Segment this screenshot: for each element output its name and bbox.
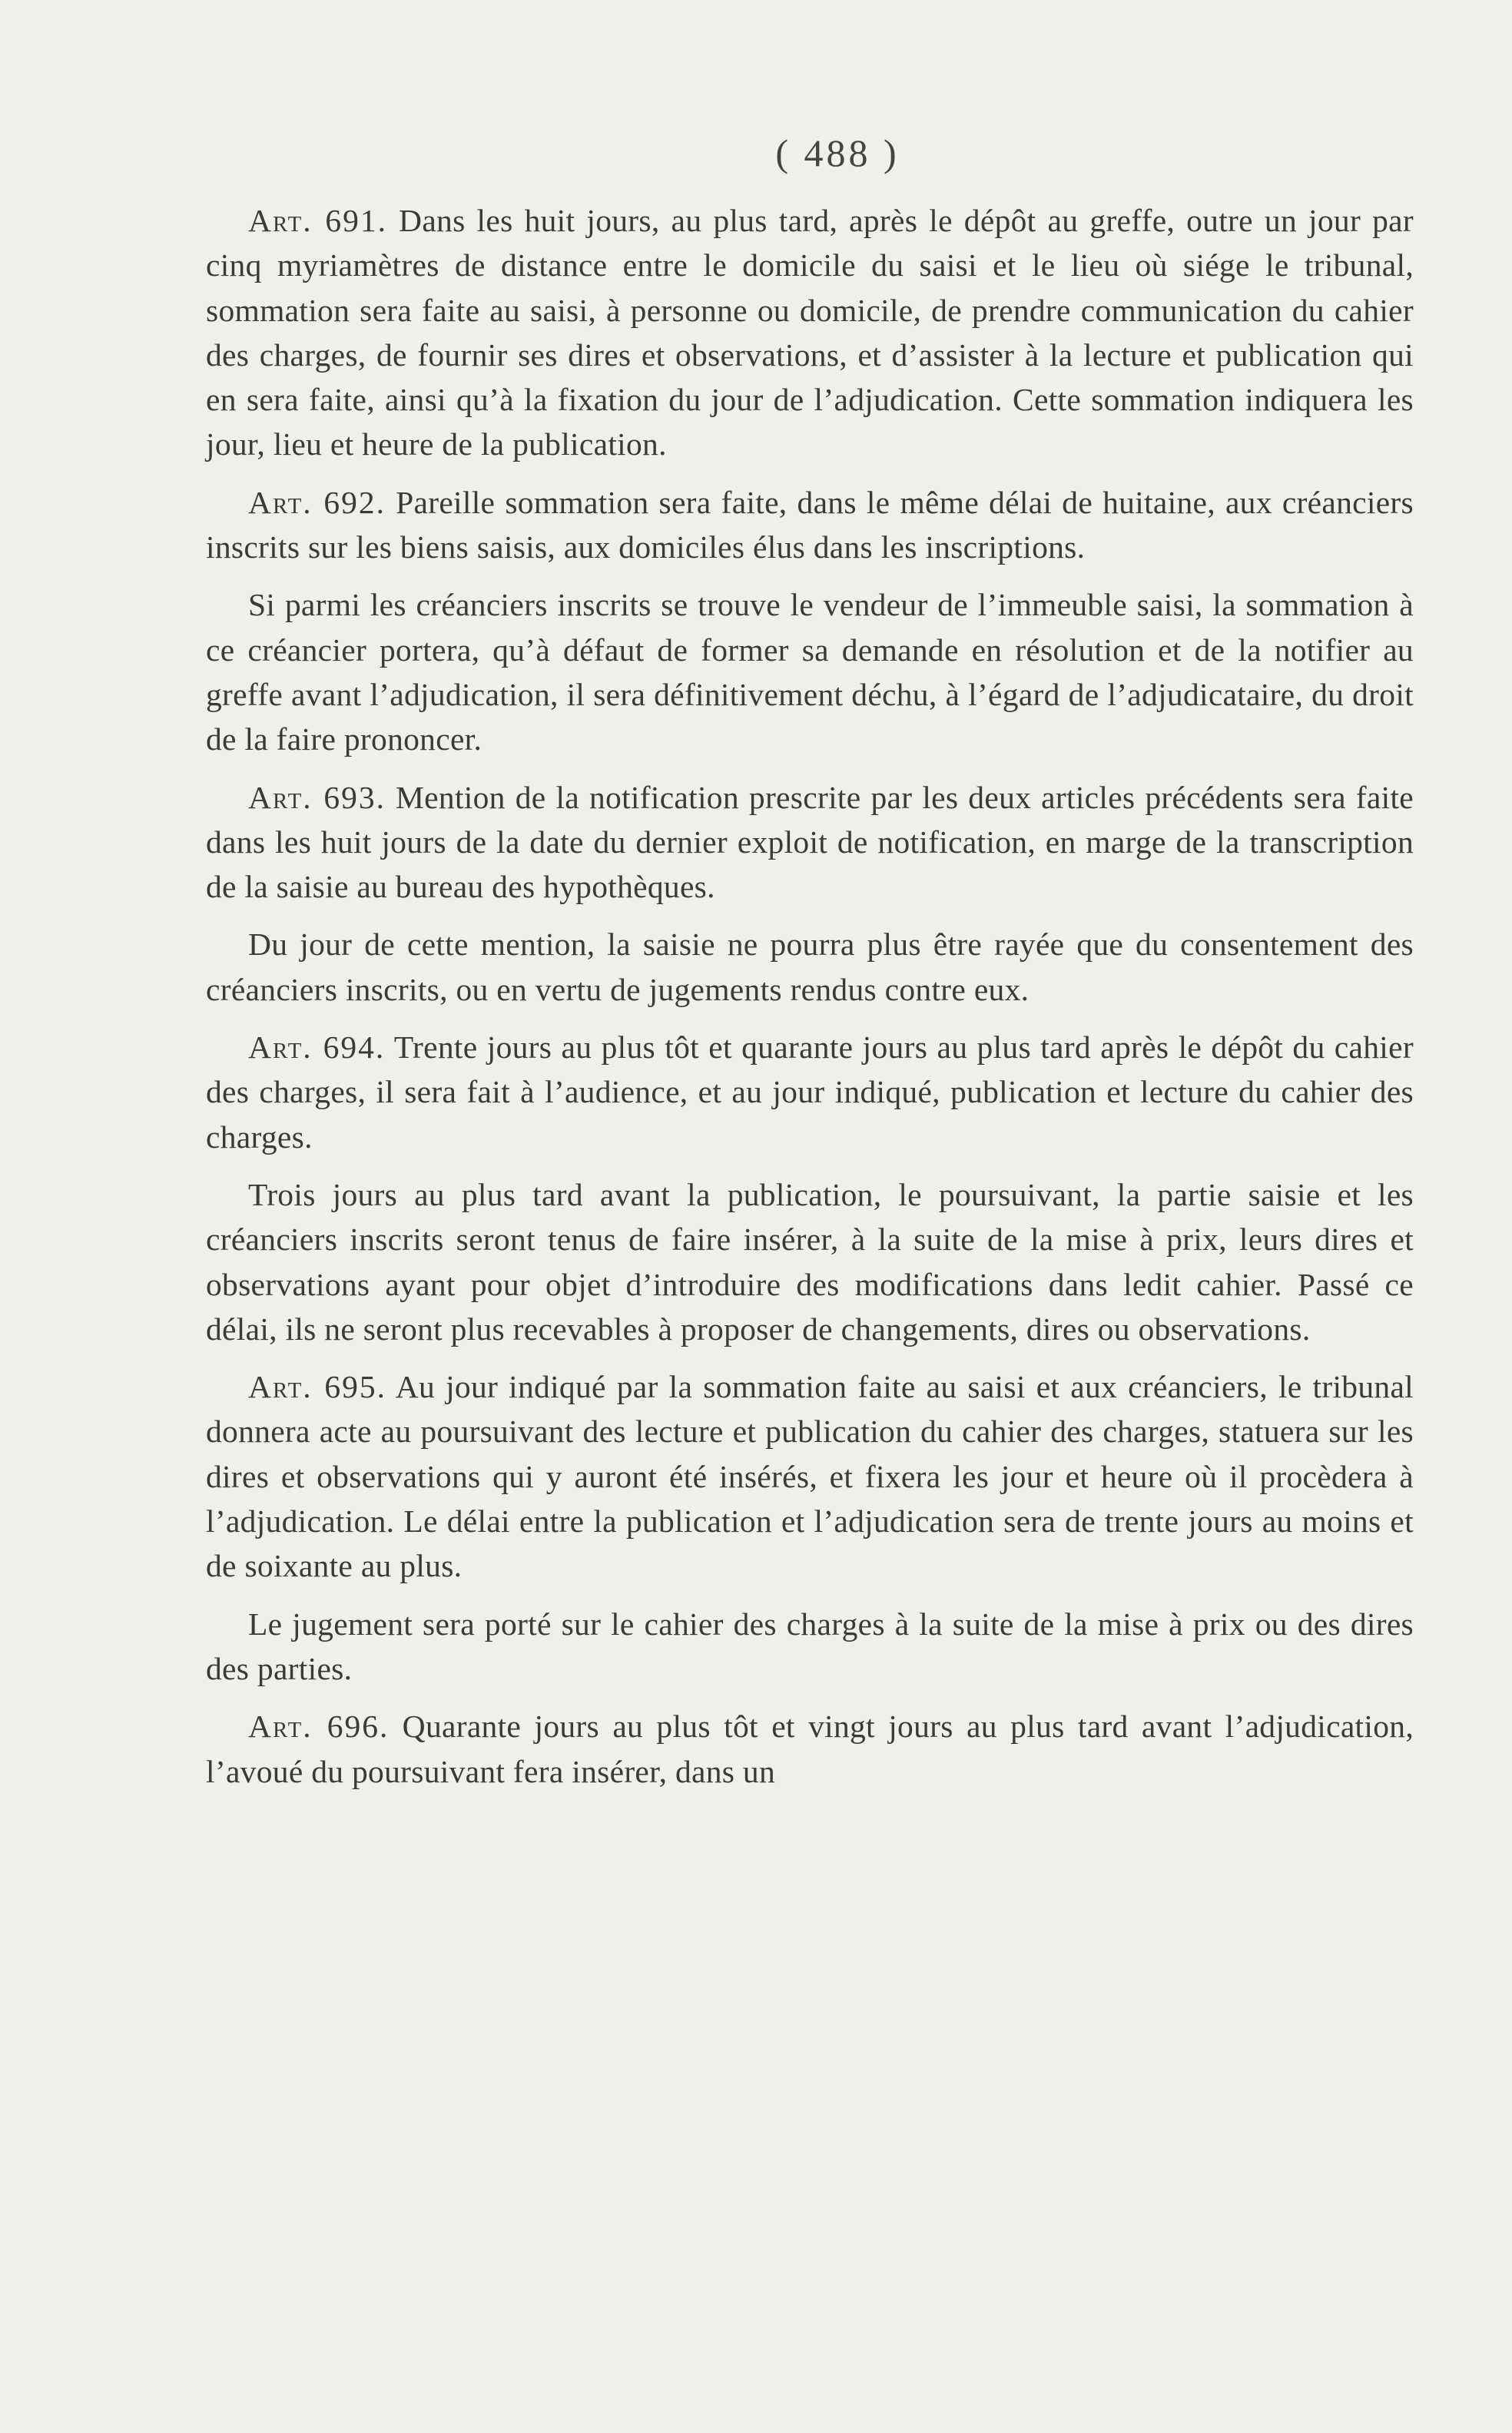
body-text — [206, 198, 1414, 1807]
paragraph-text: Dans les huit jours, au plus tard, après le dépôt au greffe, outre un jour par cinq myriamètres de distance entre le domicile du saisi et le lieu où siége le tribunal, sommation sera faite au saisi, à personne ou domicile, de prendre communication du cahier des charges, de fournir ses dires et observations, et d’assister à la lecture et publication qui en sera faite, ainsi qu’à la fixation du jour de l’adjudication. Cette sommation indiquera les jour, lieu et heure de la publication. — [206, 203, 1414, 462]
paragraph-art-694-continued — [206, 1172, 1414, 1351]
paragraph-text: Du jour de cette mention, la saisie ne pourra plus être rayée que du consentement des créanciers inscrits, ou en vertu de jugements rendus contre eux. — [206, 926, 1414, 1007]
paragraph-art-696 — [206, 1704, 1414, 1794]
paragraph-text: Trois jours au plus tard avant la publication, le poursuivant, la partie saisie et les créanciers inscrits seront tenus de faire insérer, à la suite de la mise à prix, leurs dires et observations ayant pour objet d’introduire des modifications dans ledit cahier. Passé ce délai, ils ne seront plus recevables à proposer de changements, dires ou observations. — [206, 1176, 1414, 1347]
paragraph-text: Quarante jours au plus tôt et vingt jours au plus tard avant l’adjudication, l’avoué du poursuivant fera insérer, dans un — [206, 1709, 1414, 1789]
paragraph-text: Trente jours au plus tôt et quarante jours au plus tard après le dépôt du cahier des charges, il sera fait à l’audience, et au jour indiqué, publication et lecture du cahier des charges. — [206, 1029, 1414, 1155]
article-label: Art. 694. — [248, 1029, 386, 1066]
article-label: Art. 691. — [248, 203, 388, 238]
article-label: Art. 692. — [248, 484, 386, 520]
paragraph-text: Pareille sommation sera faite, dans le même délai de huitaine, aux créanciers inscrits sur les biens saisis, aux domiciles élus dans les inscriptions. — [206, 484, 1414, 565]
paragraph-art-691 — [206, 198, 1414, 467]
paragraph-art-693 — [206, 775, 1414, 910]
article-label: Art. 696. — [248, 1709, 390, 1745]
paragraph-art-695-continued — [206, 1602, 1414, 1692]
paragraph-text: Au jour indiqué par la sommation faite au saisi et aux créanciers, le tribunal donnera acte au poursuivant des lecture et publication du cahier des charges, statuera sur les dires et observations qui y auront été insérés, et fixera les jour et heure où il procèdera à l’adjudication. Le délai entre la publication et l’adjudication sera de trente jours au moins et de soixante au plus. — [206, 1369, 1414, 1584]
paragraph-text: Le jugement sera porté sur le cahier des charges à la suite de la mise à prix ou des dires des parties. — [206, 1606, 1414, 1686]
page-number: ( 488 ) — [775, 131, 900, 174]
paragraph-art-694 — [206, 1025, 1414, 1159]
paragraph-art-695 — [206, 1364, 1414, 1588]
paragraph-art-692 — [206, 480, 1414, 570]
paragraph-text: Mention de la notification prescrite par les deux articles précédents sera faite dans les huit jours de la date du dernier exploit de notification, en marge de la transcription de la saisie au bureau des hypothèques. — [206, 779, 1414, 905]
article-label: Art. 693. — [248, 779, 386, 815]
paragraph-art-693-continued — [206, 922, 1414, 1012]
paragraph-art-692-continued — [206, 582, 1414, 761]
article-label: Art. 695. — [248, 1369, 387, 1405]
paragraph-text: Si parmi les créanciers inscrits se trouve le vendeur de l’immeuble saisi, la sommation à ce créancier portera, qu’à défaut de former sa demande en résolution et de la notifier au greffe avant l’adjudication, il sera définitivement déchu, à l’égard de l’adjudicataire, du droit de la faire prononcer. — [206, 587, 1414, 757]
